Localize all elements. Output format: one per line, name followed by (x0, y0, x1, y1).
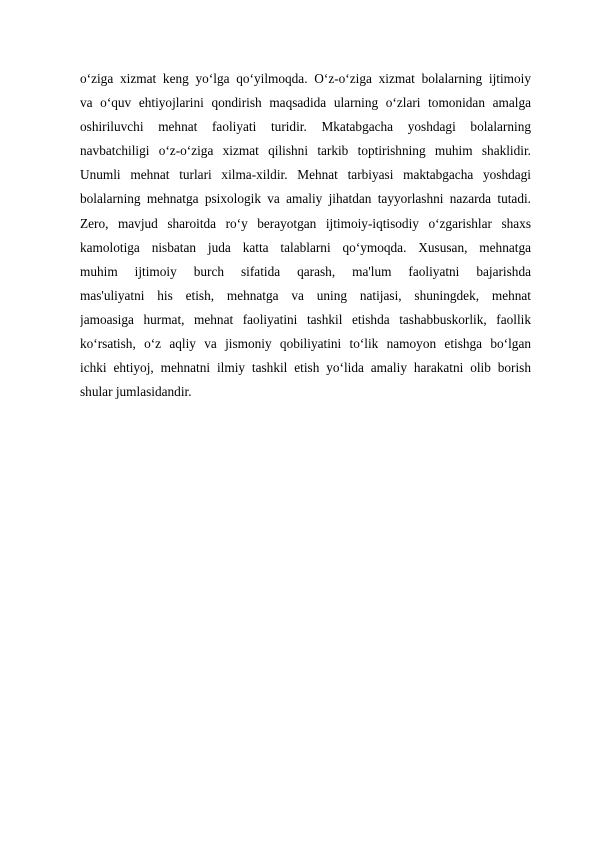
paragraph-line: oshiriluvchi mehnat faoliyati turidir. Mkatabgacha yoshdagi bolalarning (80, 119, 531, 135)
paragraph-line: kamolotiga nisbatan juda katta talablarni qo‘ymoqda. Xususan, mehnatga (80, 239, 531, 255)
paragraph-line: Unumli mehnat turlari xilma-xildir. Mehnat tarbiyasi maktabgacha yoshdagi (80, 167, 531, 183)
paragraph-line: shular jumlasidandir. (80, 384, 192, 400)
paragraph-line: navbatchiligi o‘z-o‘ziga xizmat qilishni tarkib toptirishning muhim shaklidir. (80, 143, 531, 159)
body-paragraph (80, 67, 531, 404)
paragraph-line: Zero, mavjud sharoitda ro‘y berayotgan ijtimoiy-iqtisodiy o‘zgarishlar shaxs (80, 215, 531, 231)
paragraph-line: ko‘rsatish, o‘z aqliy va jismoniy qobiliyatini to‘lik namoyon etishga bo‘lgan (80, 336, 531, 352)
paragraph-line: o‘ziga xizmat keng yo‘lga qo‘yilmoqda. O‘z-o‘ziga xizmat bolalarning ijtimoiy (80, 71, 531, 86)
paragraph-line: va o‘quv ehtiyojlarini qondirish maqsadida ularning o‘zlari tomonidan amalga (80, 95, 531, 111)
paragraph-line: ichki ehtiyoj, mehnatni ilmiy tashkil etish yo‘lida amaliy harakatni olib borish (80, 360, 531, 376)
paragraph-line: bolalarning mehnatga psixologik va amaliy jihatdan tayyorlashni nazarda tutadi. (80, 191, 531, 207)
paragraph-line: muhim ijtimoiy burch sifatida qarash, ma'lum faoliyatni bajarishda (80, 263, 531, 279)
paragraph-line: mas'uliyatni his etish, mehnatga va uning natijasi, shuningdek, mehnat (80, 287, 531, 303)
paragraph-line: jamoasiga hurmat, mehnat faoliyatini tashkil etishda tashabbuskorlik, faollik (80, 311, 531, 327)
